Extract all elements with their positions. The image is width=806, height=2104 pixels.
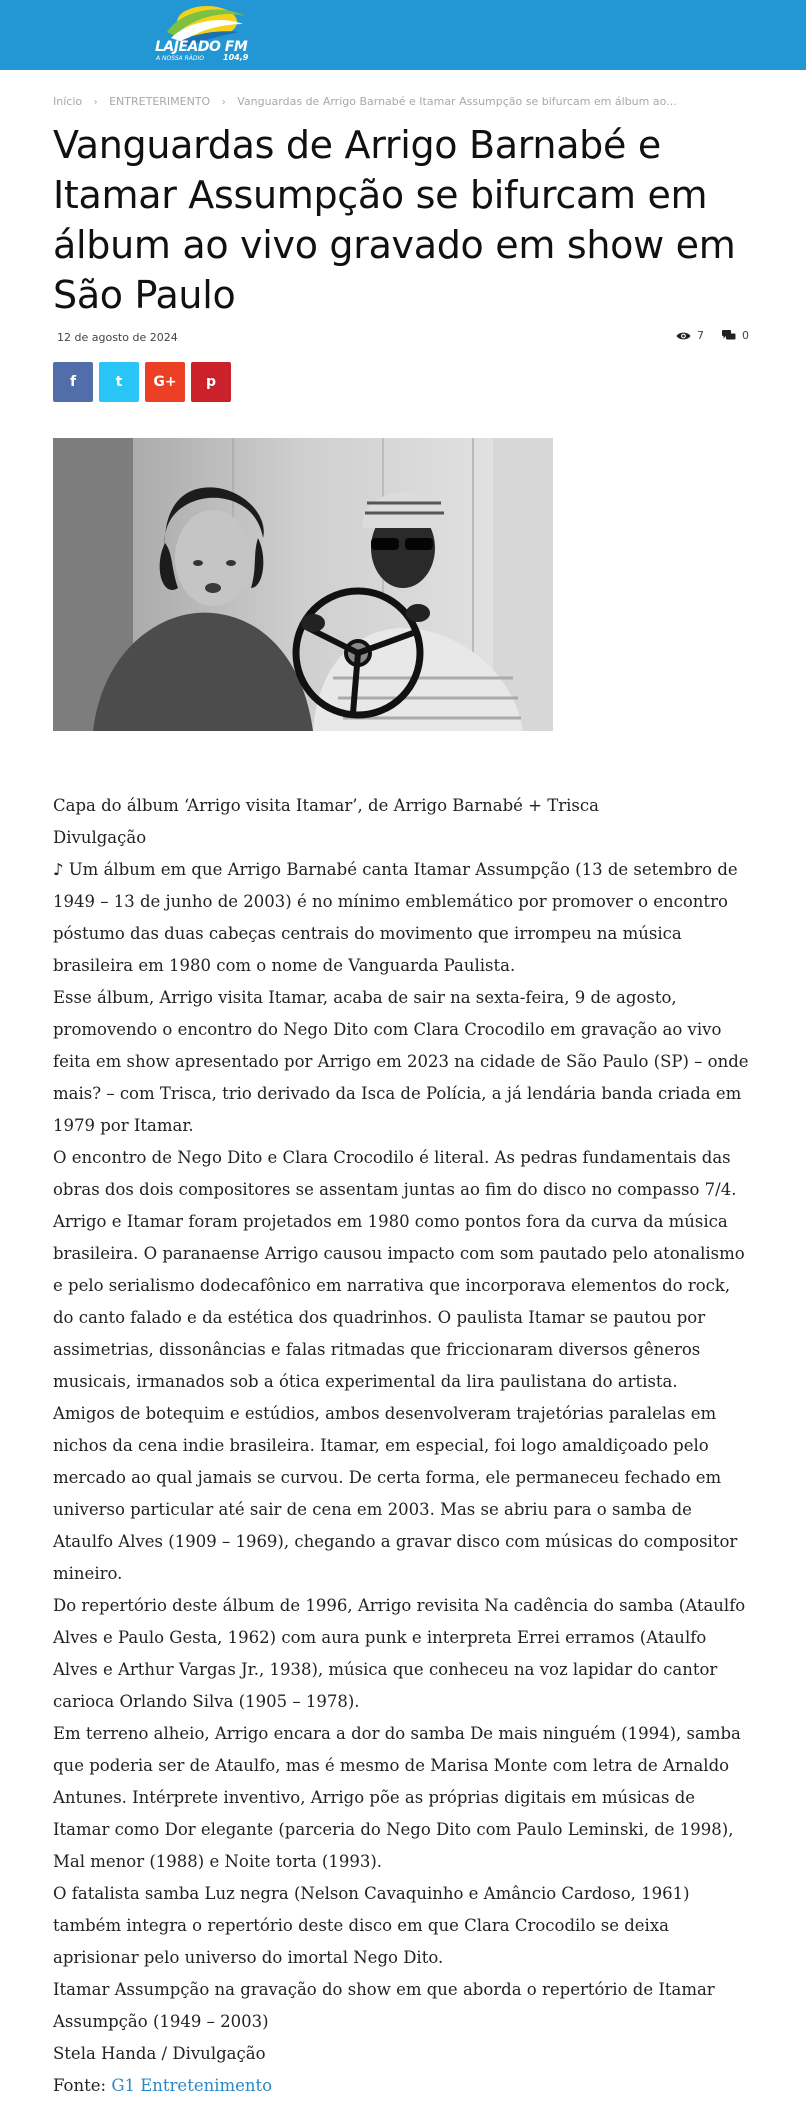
album-cover-photo	[53, 438, 553, 731]
logo-frequency: 104,9	[223, 53, 249, 62]
breadcrumb-category[interactable]: ENTRETERIMENTO	[109, 95, 211, 108]
paragraph: ♪ Um álbum em que Arrigo Barnabé canta Itamar Assumpção (13 de setembro de 1949 – 13 de junho de 2003) é no mínimo emblemático por promover o encontro póstumo das duas cabeças centrais do movimento que irrompeu na música brasileira em 1980 com o nome de Vanguarda Paulista.	[53, 860, 738, 975]
paragraph: Do repertório deste álbum de 1996, Arrigo revisita Na cadência do samba (Ataulfo Alves e Paulo Gesta, 1962) com aura punk e interpreta Errei erramos (Ataulfo Alves e Arthur Vargas Jr., 1938), música que conheceu na voz lapidar do cantor carioca Orlando Silva (1905 – 1978).	[53, 1596, 746, 1711]
facebook-share-button[interactable]	[53, 362, 93, 402]
chevron-right-icon: ›	[93, 97, 98, 108]
paragraph: Arrigo e Itamar foram projetados em 1980 como pontos fora da curva da música brasileira. O paranaense Arrigo causou impacto com som pautado pelo atonalismo e pelo serialismo dodecafônico em narrativa que incorporava elementos do rock, do canto falado e da estética dos quadrinhos. O paulista Itamar se pautou por assimetrias, dissonâncias e falas ritmadas que friccionaram diversos gêneros musicais, irmanados sob a ótica experimental da lira paulistana do artista.	[53, 1212, 745, 1391]
site-logo[interactable]	[153, 2, 253, 66]
article-meta	[676, 329, 749, 342]
facebook-icon: f	[69, 374, 77, 390]
paragraph: Esse álbum, Arrigo visita Itamar, acaba de sair na sexta-feira, 9 de agosto, promovendo o encontro do Nego Dito com Clara Crocodilo em gravação ao vivo feita em show apresentado por Arrigo em 2023 na cidade de São Paulo (SP) – onde mais? – com Trisca, trio derivado da Isca de Polícia, a já lendária banda criada em 1979 por Itamar.	[53, 988, 749, 1135]
chevron-right-icon: ›	[221, 97, 226, 108]
paragraph: Amigos de botequim e estúdios, ambos desenvolveram trajetórias paralelas em nichos da cena indie brasileira. Itamar, em especial, foi logo amaldiçoado pelo mercado ao qual jamais se curvou. De certa forma, ele permaneceu fechado em universo particular até sair de cena em 2003. Mas se abriu para o samba de Ataulfo Alves (1909 – 1969), chegando a gravar disco com músicas do compositor mineiro.	[53, 1404, 738, 1583]
views-count	[676, 329, 704, 342]
pinterest-share-button[interactable]	[191, 362, 231, 402]
comments-icon	[722, 330, 736, 341]
site-header	[0, 0, 806, 70]
twitter-share-button[interactable]	[99, 362, 139, 402]
paragraph: Em terreno alheio, Arrigo encara a dor do samba De mais ninguém (1994), samba que poderia ser de Ataulfo, mas é mesmo de Marisa Monte com letra de Arnaldo Antunes. Intérprete inventivo, Arrigo põe as próprias digitais em músicas de Itamar como Dor elegante (parceria do Nego Dito com Paulo Leminski, de 1998), Mal menor (1988) e Noite torta (1993).	[53, 1724, 741, 1871]
source-label: Fonte:	[53, 2076, 112, 2095]
paragraph: O fatalista samba Luz negra (Nelson Cavaquinho e Amâncio Cardoso, 1961) também integra o repertório deste disco em que Clara Crocodilo se deixa aprisionar pelo universo do imortal Nego Dito.	[53, 1884, 690, 1967]
google-plus-share-button[interactable]	[145, 362, 185, 402]
views-value: 7	[697, 329, 704, 342]
comments-count[interactable]	[722, 329, 749, 342]
source-link[interactable]: G1 Entretenimento	[111, 2076, 273, 2095]
breadcrumb	[53, 95, 677, 108]
photo-credit: Divulgação	[53, 828, 147, 847]
comments-value: 0	[742, 329, 749, 342]
share-buttons	[53, 362, 231, 402]
twitter-icon: t	[115, 374, 123, 390]
article-title: Vanguardas de Arrigo Barnabé e Itamar Assumpção se bifurcam em álbum ao vivo gravado em show em São Paulo	[53, 123, 736, 317]
breadcrumb-home[interactable]: Início	[53, 95, 83, 108]
source-line	[53, 2070, 753, 2102]
image-caption: Itamar Assumpção na gravação do show em que aborda o repertório de Itamar Assumpção (1949 – 2003)	[53, 1980, 715, 2031]
image-credit: Stela Handa / Divulgação	[53, 2044, 266, 2063]
pinterest-icon: p	[205, 374, 217, 390]
eye-icon	[676, 331, 691, 341]
photo-caption: Capa do álbum ‘Arrigo visita Itamar’, de Arrigo Barnabé + Trisca	[53, 796, 599, 815]
logo-slogan: A NOSSA RÁDIO	[156, 55, 205, 62]
article-photo	[53, 438, 553, 731]
article-body	[53, 790, 753, 2102]
paragraph: O encontro de Nego Dito e Clara Crocodilo é literal. As pedras fundamentais das obras dos dois compositores se assentam juntas ao fim do disco no compasso 7/4.	[53, 1148, 737, 1199]
article-date: 12 de agosto de 2024	[57, 331, 178, 344]
google-plus-icon: G+	[153, 374, 177, 390]
logo-name: LAJEADO FM	[155, 39, 248, 55]
breadcrumb-current: Vanguardas de Arrigo Barnabé e Itamar Assumpção se bifurcam em álbum ao...	[237, 95, 677, 108]
